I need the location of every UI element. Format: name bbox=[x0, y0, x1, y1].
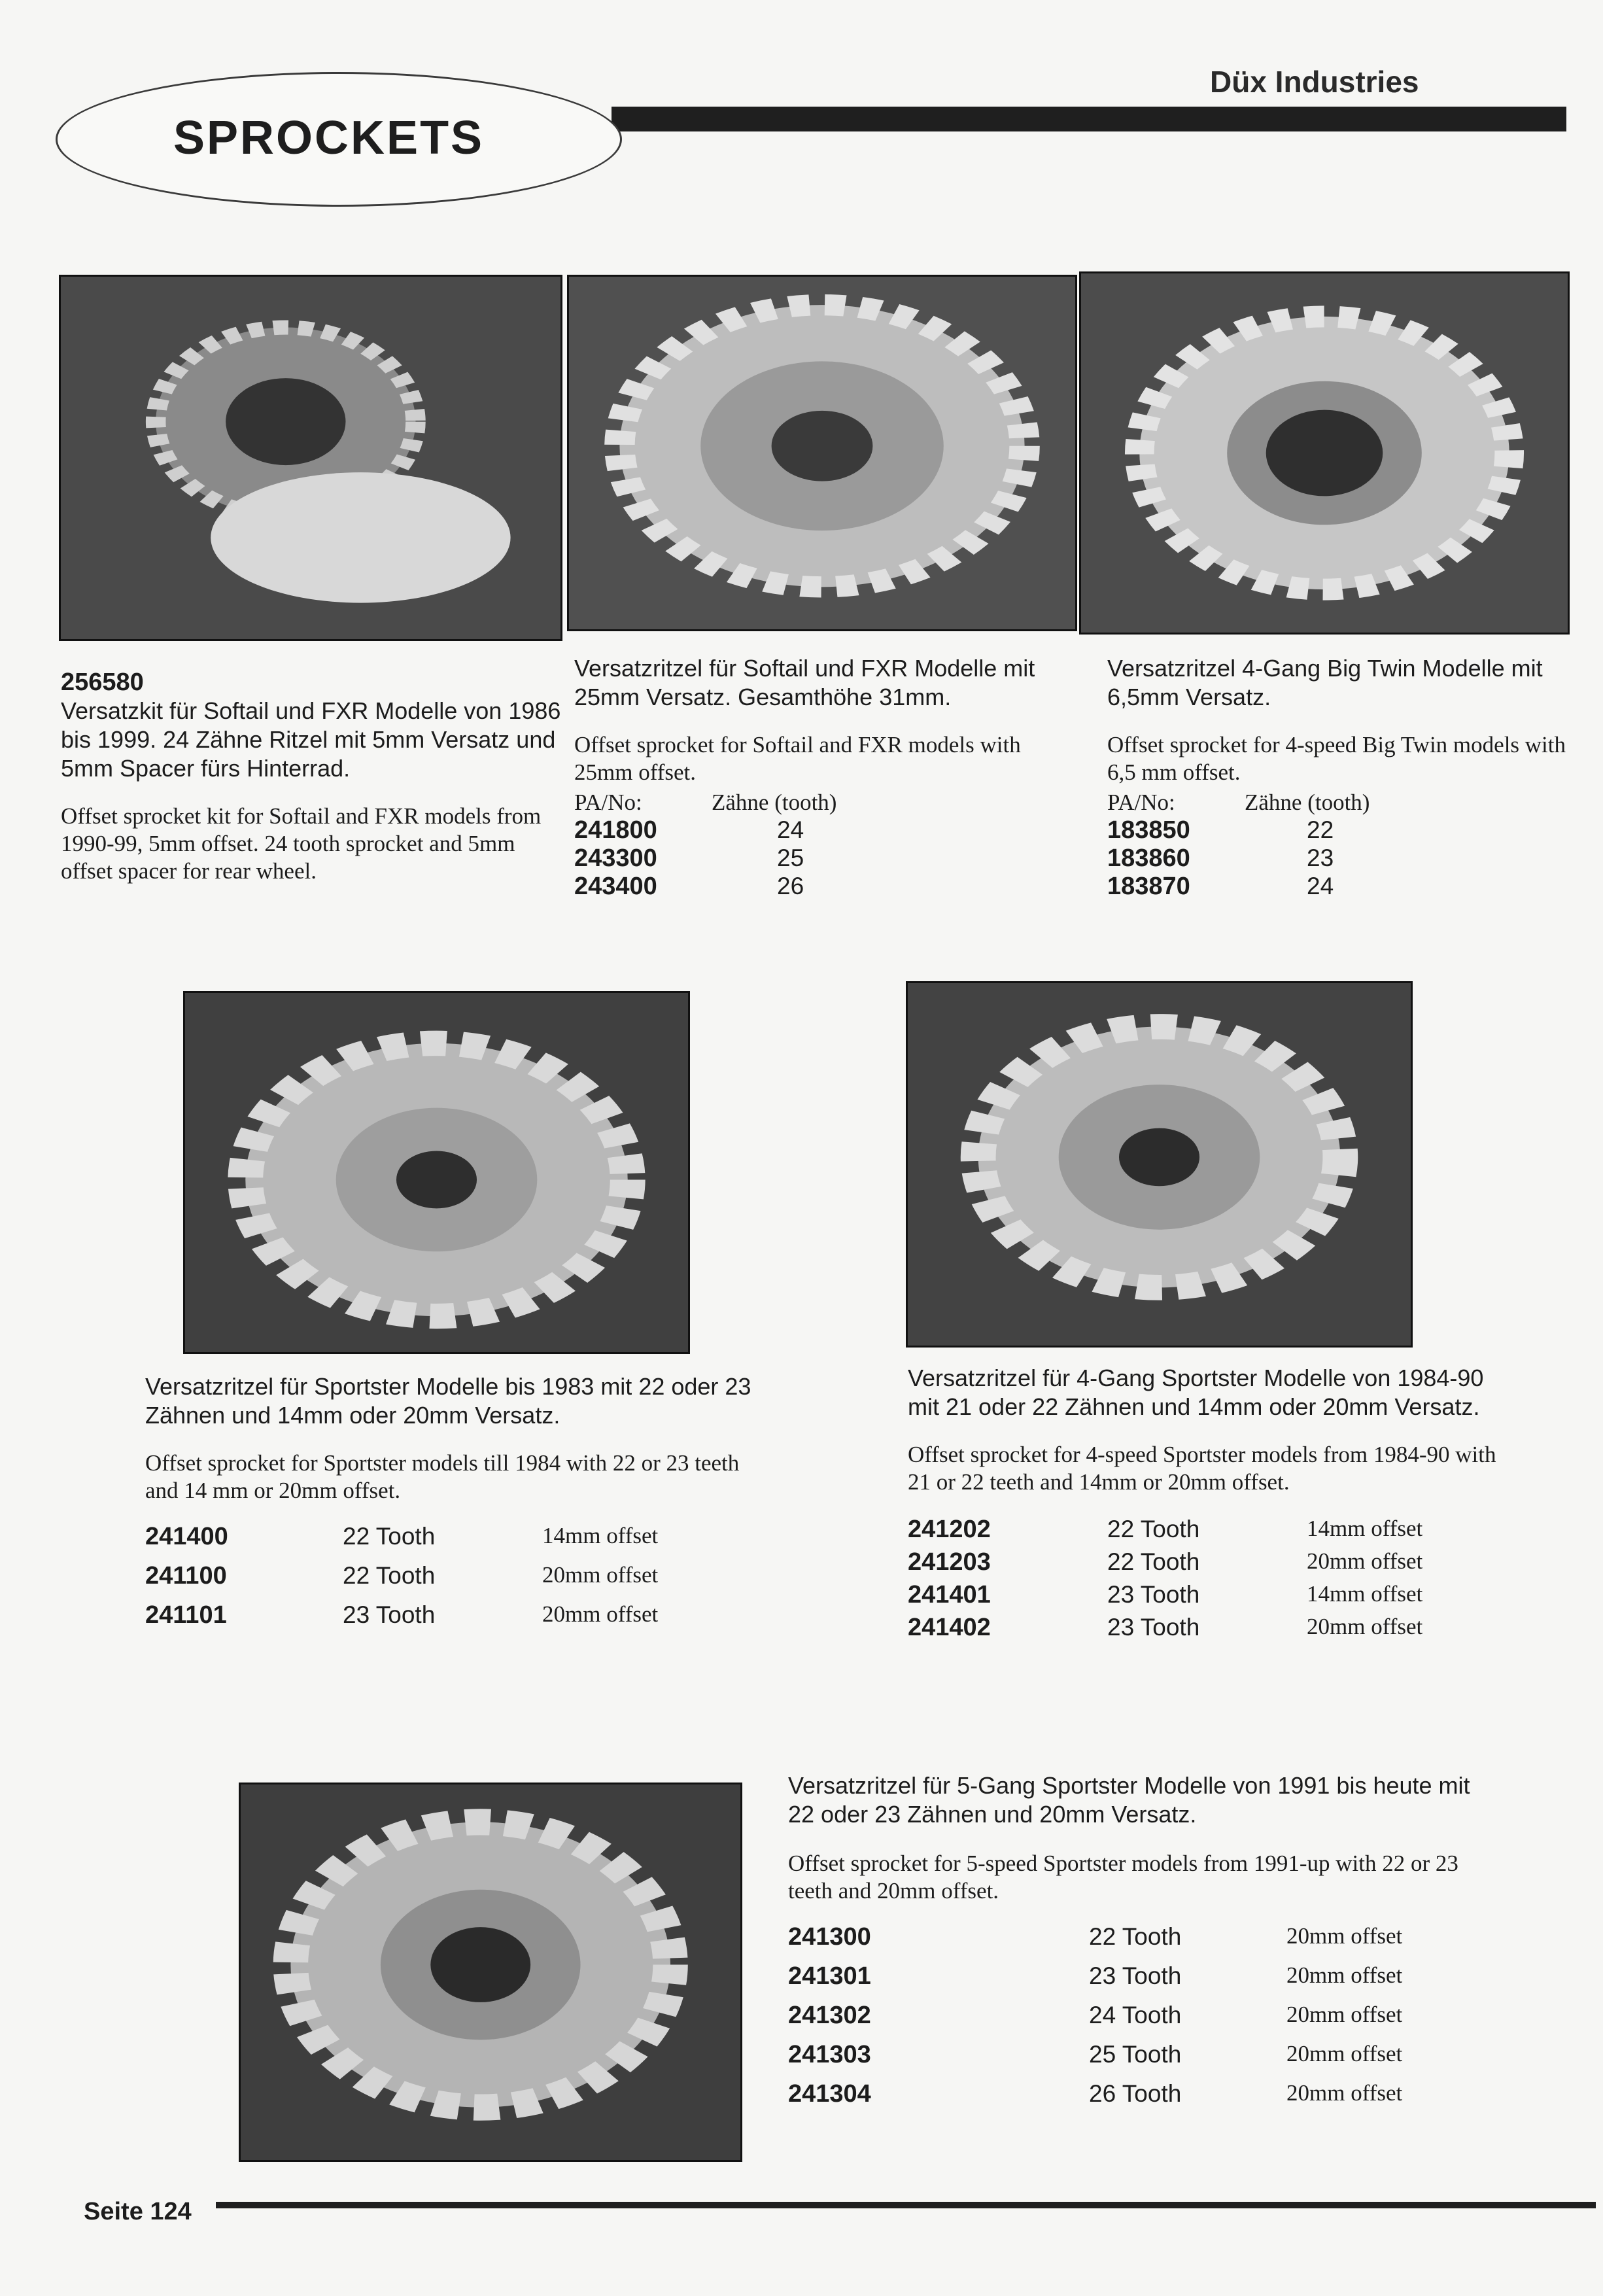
description-en: Offset sprocket kit for Softail and FXR models from 1990-99, 5mm offset. 24 tooth sprocket and 5mm offset spacer for rear wheel. bbox=[61, 803, 542, 884]
table-row: 241303 25 Tooth 20mm offset bbox=[788, 2041, 1403, 2068]
column-header-pa: PA/No: bbox=[1107, 790, 1175, 815]
product-photo-softail-fxr bbox=[567, 275, 1077, 631]
table-row: 241300 22 Tooth 20mm offset bbox=[788, 1923, 1403, 1951]
description-en: Offset sprocket for Sportster models till 1984 with 22 or 23 teeth and 14 mm or 20mm offset. bbox=[145, 1450, 740, 1503]
table-row: 241302 24 Tooth 20mm offset bbox=[788, 2002, 1403, 2029]
table-row: 241100 22 Tooth 20mm offset bbox=[145, 1562, 659, 1590]
sprocket-image bbox=[1081, 273, 1568, 633]
brand-name: Düx Industries bbox=[1210, 65, 1419, 99]
description-de: Versatzritzel für 4-Gang Sportster Modelle von 1984-90 mit 21 oder 22 Zähnen und 14mm oder 20mm Versatz. bbox=[908, 1365, 1484, 1420]
product-block-256580 bbox=[61, 669, 564, 885]
description-de: Versatzritzel für Sportster Modelle bis 1983 mit 22 oder 23 Zähnen und 14mm oder 20mm Versatz. bbox=[145, 1373, 751, 1429]
table-row: 241400 22 Tooth 14mm offset bbox=[145, 1523, 659, 1550]
page-title: SPROCKETS bbox=[173, 112, 485, 164]
product-photo-big-twin bbox=[1079, 271, 1570, 635]
table-row: 183870 24 bbox=[1107, 873, 1334, 900]
column-header-teeth: Zähne (tooth) bbox=[1245, 790, 1370, 815]
table-row: 241401 23 Tooth 14mm offset bbox=[908, 1581, 1423, 1609]
table-row: 243400 26 bbox=[574, 873, 804, 900]
product-block-big-twin bbox=[1107, 654, 1572, 901]
description-de: Versatzritzel 4-Gang Big Twin Modelle mit 6,5mm Versatz. bbox=[1107, 655, 1543, 710]
description-de: Versatzritzel für Softail und FXR Modelle mit 25mm Versatz. Gesamthöhe 31mm. bbox=[574, 655, 1035, 710]
column-header-pa: PA/No: bbox=[574, 790, 642, 815]
footer-rule bbox=[216, 2202, 1596, 2208]
table-row: 241301 23 Tooth 20mm offset bbox=[788, 1962, 1403, 1990]
product-photo-256580 bbox=[59, 275, 562, 641]
sprocket-image bbox=[185, 993, 688, 1352]
description-en: Offset sprocket for Softail and FXR models with 25mm offset. bbox=[574, 732, 1021, 785]
table-row: 241304 26 Tooth 20mm offset bbox=[788, 2080, 1403, 2108]
product-block-sportster-84-90 bbox=[908, 1364, 1513, 1646]
product-block-softail-fxr bbox=[574, 654, 1084, 901]
description-en: Offset sprocket for 5-speed Sportster models from 1991-up with 22 or 23 teeth and 20mm offset. bbox=[788, 1851, 1458, 1904]
product-photo-sportster-5-speed bbox=[239, 1783, 742, 2162]
header-rule bbox=[612, 107, 1566, 131]
table-row: 241101 23 Tooth 20mm offset bbox=[145, 1601, 659, 1629]
sprocket-image bbox=[908, 983, 1411, 1346]
table-row: 243300 25 bbox=[574, 844, 804, 872]
table-row: 183860 23 bbox=[1107, 844, 1334, 872]
table-row: 241402 23 Tooth 20mm offset bbox=[908, 1614, 1423, 1641]
description-de: Versatzritzel für 5-Gang Sportster Modelle von 1991 bis heute mit 22 oder 23 Zähnen und 20mm Versatz. bbox=[788, 1772, 1470, 1828]
description-en: Offset sprocket for 4-speed Sportster models from 1984-90 with 21 or 22 teeth and 14mm or 20mm offset. bbox=[908, 1442, 1496, 1495]
table-row: 241800 24 bbox=[574, 816, 804, 844]
table-row: 241203 22 Tooth 20mm offset bbox=[908, 1548, 1423, 1576]
column-header-teeth: Zähne (tooth) bbox=[712, 790, 837, 815]
product-block-sportster-83 bbox=[145, 1372, 773, 1641]
sprocket-image bbox=[569, 277, 1075, 629]
sprocket-image bbox=[241, 1784, 740, 2160]
table-row: 183850 22 bbox=[1107, 816, 1334, 844]
page-number: Seite 124 bbox=[84, 2198, 192, 2225]
table-row: 241202 22 Tooth 14mm offset bbox=[908, 1516, 1423, 1543]
product-photo-sportster-83 bbox=[183, 991, 690, 1354]
product-photo-sportster-84-90 bbox=[906, 981, 1413, 1348]
product-code: 256580 bbox=[61, 669, 144, 696]
description-en: Offset sprocket for 4-speed Big Twin models with 6,5 mm offset. bbox=[1107, 732, 1566, 785]
description-de: Versatzkit für Softail und FXR Modelle von 1986 bis 1999. 24 Zähne Ritzel mit 5mm Versatz und 5mm Spacer fürs Hinterrad. bbox=[61, 697, 561, 782]
sprocket-image bbox=[61, 277, 560, 639]
product-block-sportster-5-speed bbox=[788, 1771, 1481, 2119]
